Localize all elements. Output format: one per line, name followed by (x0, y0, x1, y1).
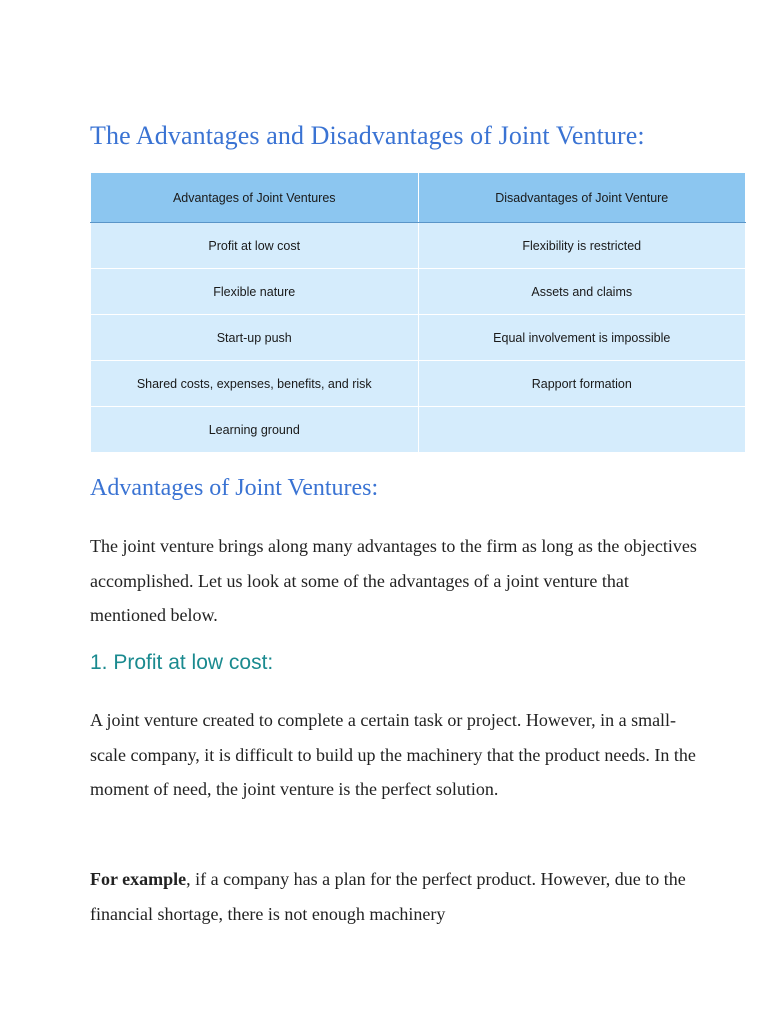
table-cell: Start-up push (91, 315, 419, 361)
intro-paragraph: The joint venture brings along many advantages to the firm as long as the objectives accomplished. Let us look at some of the advantages of a joint venture that mentioned below. (90, 536, 697, 625)
table-cell: Flexible nature (91, 269, 419, 315)
table-cell: Flexibility is restricted (418, 223, 746, 269)
table-cell: Profit at low cost (91, 223, 419, 269)
table-row (91, 361, 746, 407)
table-cell (418, 407, 746, 453)
table-row (91, 315, 746, 361)
section-heading: Advantages of Joint Ventures: (90, 475, 379, 501)
example-paragraph (90, 862, 700, 931)
table-cell: Equal involvement is impossible (418, 315, 746, 361)
point-paragraph: A joint venture created to complete a certain task or project. However, in a small-scale company, it is difficult to build up the machinery that the product needs. In the moment of need, the joint venture is the perfect solution. (90, 710, 696, 799)
table-cell: Rapport formation (418, 361, 746, 407)
table-cell: Shared costs, expenses, benefits, and risk (91, 361, 419, 407)
table-header-row (91, 173, 746, 223)
column-header-advantages: Advantages of Joint Ventures (91, 173, 419, 223)
table-cell: Assets and claims (418, 269, 746, 315)
point-heading: 1. Profit at low cost: (90, 651, 274, 674)
example-lead: For example (90, 869, 187, 889)
table-row (91, 223, 746, 269)
table-cell: Learning ground (91, 407, 419, 453)
page-title: The Advantages and Disadvantages of Joint Venture: (90, 121, 645, 150)
table-row (91, 407, 746, 453)
comparison-table (90, 173, 746, 453)
table-row (91, 269, 746, 315)
column-header-disadvantages: Disadvantages of Joint Venture (418, 173, 746, 223)
example-text: , if a company has a plan for the perfect product. However, due to the financial shortage, there is not enough machinery (90, 869, 686, 924)
